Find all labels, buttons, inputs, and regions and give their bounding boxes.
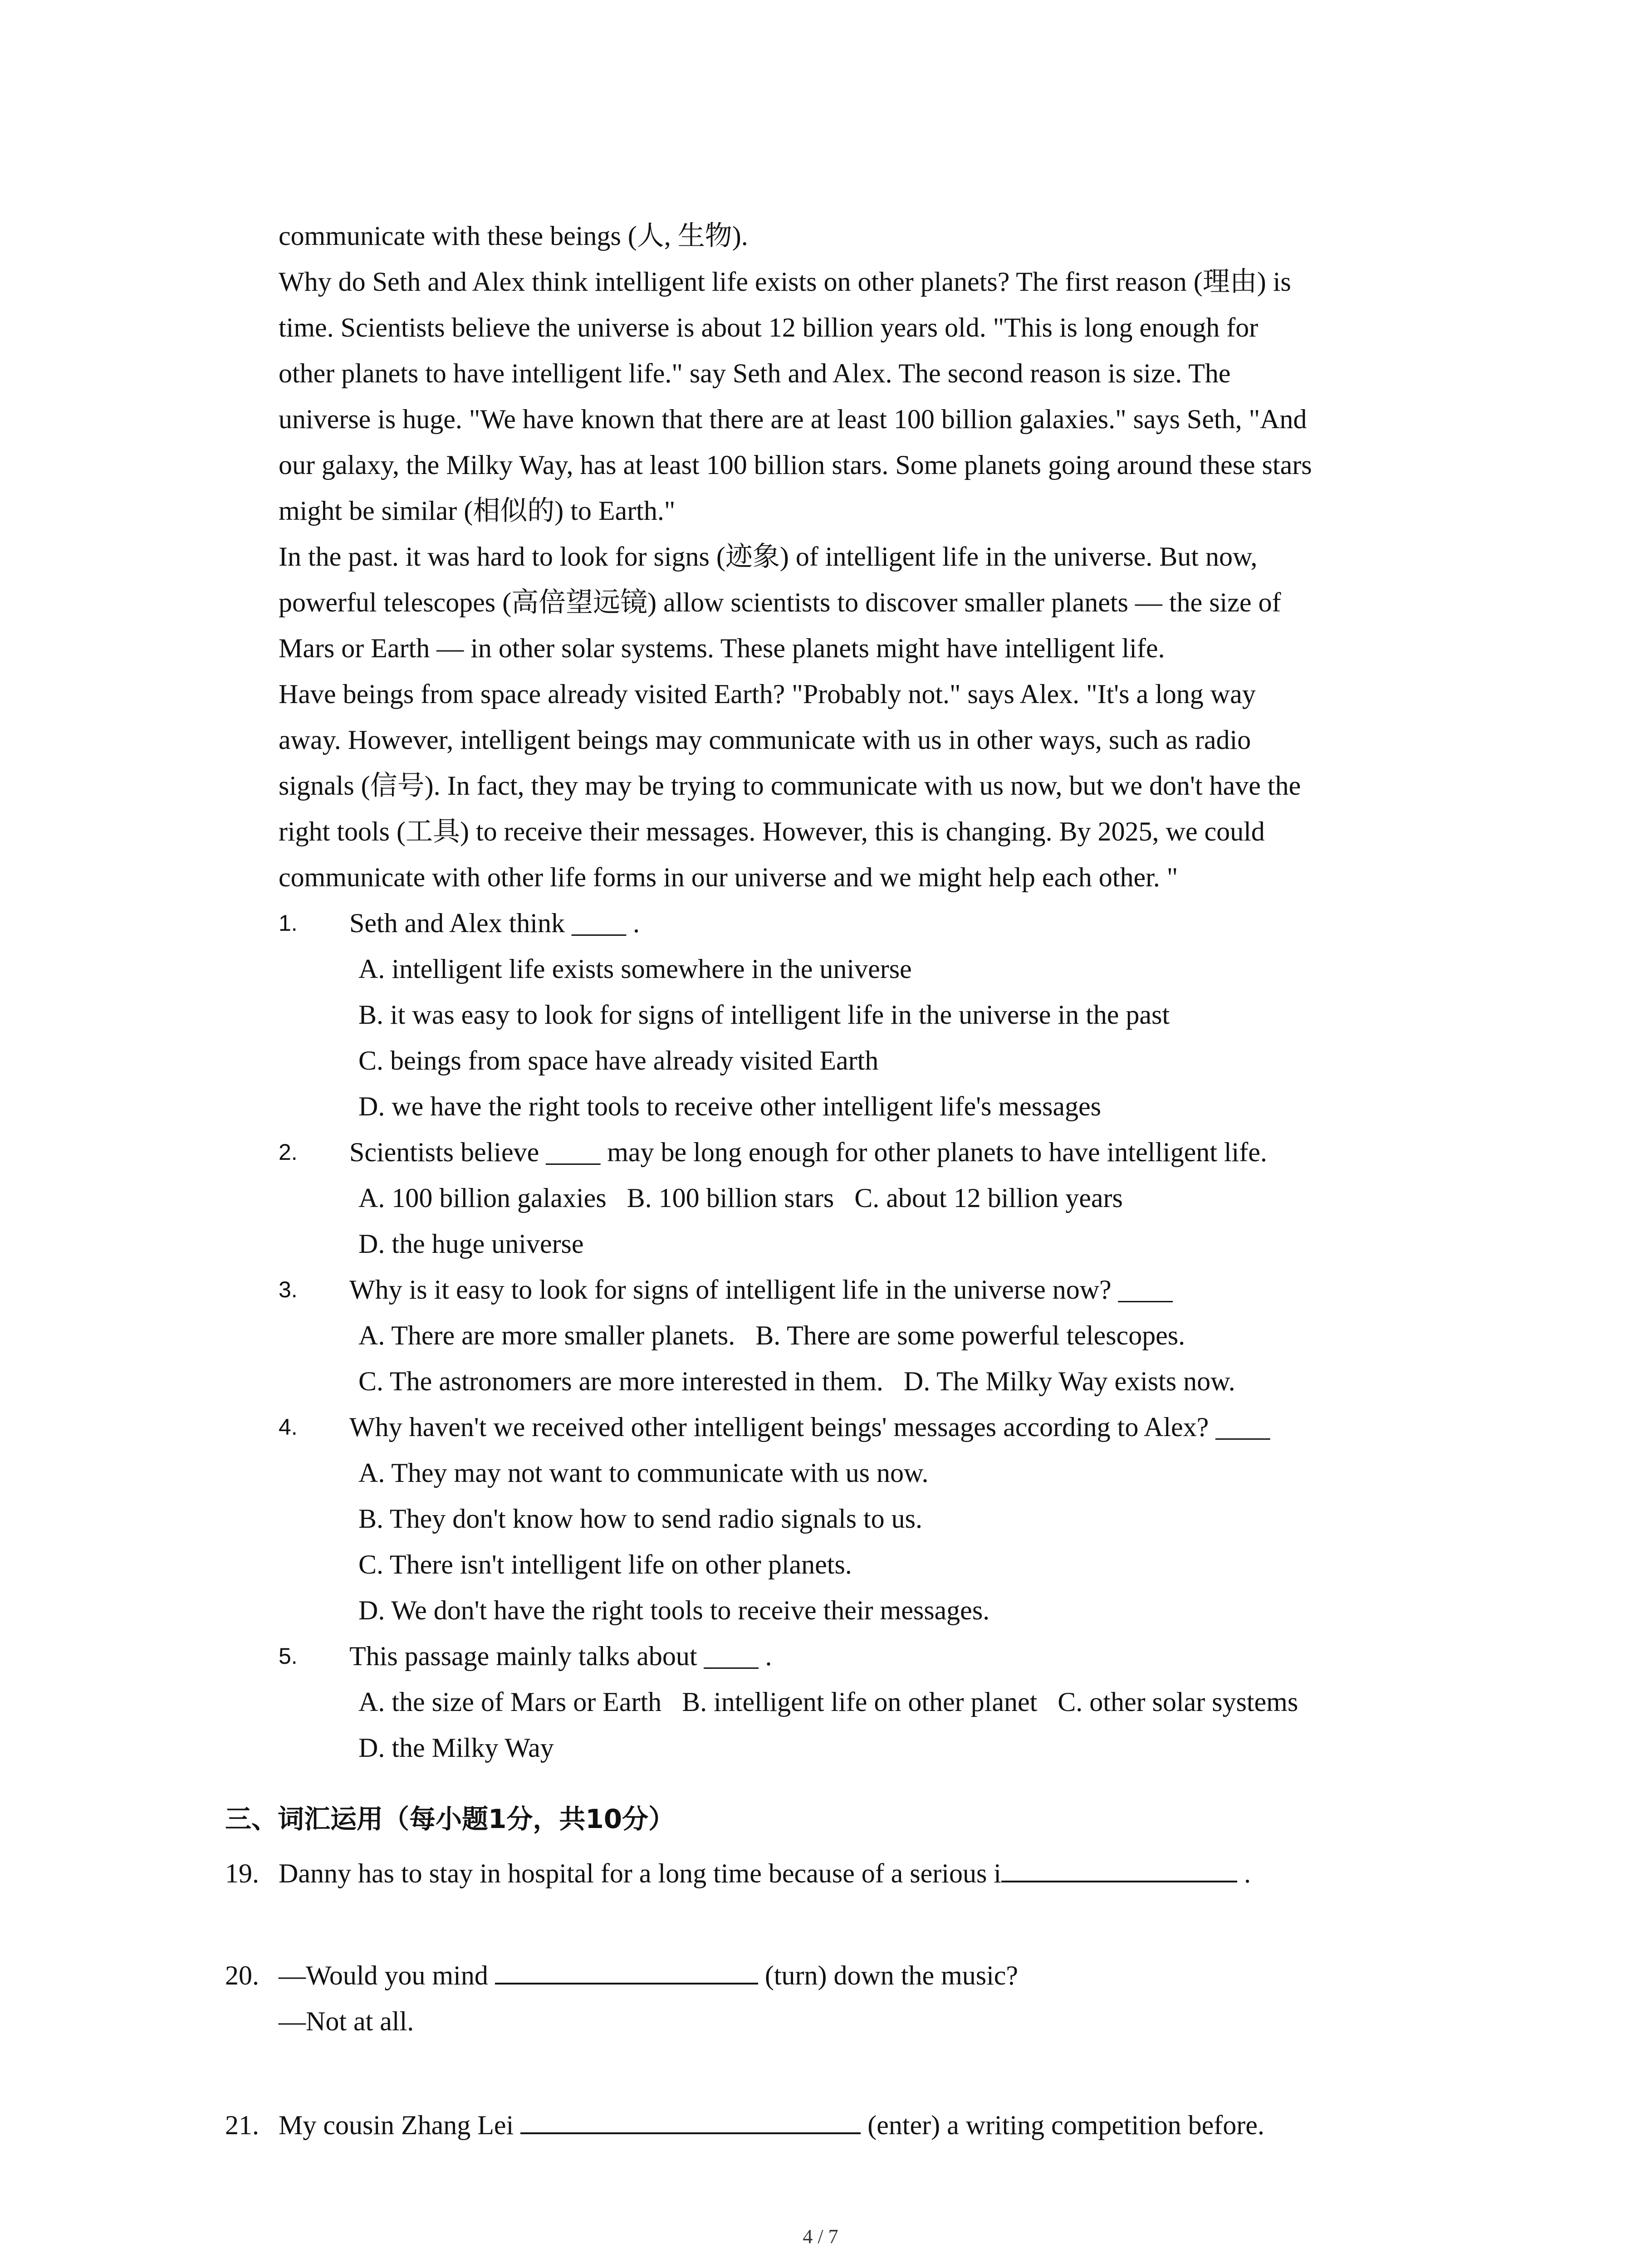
passage-line: Have beings from space already visited Earth? "Probably not." says Alex. "It's a long way bbox=[279, 679, 1256, 709]
item-text-after: . bbox=[1237, 1858, 1251, 1888]
item-text-after: (turn) down the music? bbox=[758, 1960, 1019, 1990]
question-number: 4. bbox=[279, 1414, 298, 1440]
question-stem: Seth and Alex think ____ . bbox=[349, 908, 640, 938]
answer-option: D. the huge universe bbox=[358, 1229, 584, 1259]
question-number: 1. bbox=[279, 910, 298, 936]
passage-line: Why do Seth and Alex think intelligent life exists on other planets? The first reason (理由) is bbox=[279, 267, 1291, 297]
answer-option: B. They don't know how to send radio signals to us. bbox=[358, 1504, 922, 1534]
question-number: 5. bbox=[279, 1643, 298, 1669]
answer-option: C. There isn't intelligent life on other planets. bbox=[358, 1549, 852, 1579]
passage-line: Mars or Earth — in other solar systems. These planets might have intelligent life. bbox=[279, 633, 1165, 663]
item-text bbox=[279, 2102, 1264, 2148]
passage-line: away. However, intelligent beings may communicate with us in other ways, such as radio bbox=[279, 725, 1251, 755]
item-text bbox=[279, 1953, 1018, 1999]
question-number: 2. bbox=[279, 1139, 298, 1165]
passage-line: time. Scientists believe the universe is about 12 billion years old. "This is long enough for bbox=[279, 313, 1259, 342]
answer-option: C. The astronomers are more interested in them. D. The Milky Way exists now. bbox=[358, 1366, 1235, 1396]
passage-line: other planets to have intelligent life." say Seth and Alex. The second reason is size. The bbox=[279, 358, 1231, 388]
answer-blank[interactable] bbox=[520, 2109, 861, 2134]
item-text bbox=[279, 1851, 1251, 1897]
passage-line: right tools (工具) to receive their messages. However, this is changing. By 2025, we could bbox=[279, 816, 1265, 846]
answer-option: A. the size of Mars or Earth B. intelligent life on other planet C. other solar systems bbox=[358, 1687, 1298, 1717]
answer-option: A. There are more smaller planets. B. There are some powerful telescopes. bbox=[358, 1320, 1185, 1350]
answer-option: A. They may not want to communicate with us now. bbox=[358, 1458, 929, 1488]
answer-option: D. the Milky Way bbox=[358, 1733, 554, 1763]
passage-line: communicate with these beings (人, 生物). bbox=[279, 221, 748, 251]
passage-line: our galaxy, the Milky Way, has at least 100 billion stars. Some planets going around these stars bbox=[279, 450, 1312, 480]
section-heading: 三、词汇运用（每小题1分，共10分） bbox=[225, 1804, 675, 1834]
question-number: 3. bbox=[279, 1277, 298, 1302]
question-stem: Why haven't we received other intelligent beings' messages according to Alex? ____ bbox=[349, 1412, 1270, 1442]
item-number: 21. bbox=[225, 2110, 259, 2140]
item-text-after: (enter) a writing competition before. bbox=[861, 2110, 1264, 2140]
passage-line: might be similar (相似的) to Earth." bbox=[279, 496, 676, 526]
question-stem: Scientists believe ____ may be long enough for other planets to have intelligent life. bbox=[349, 1137, 1267, 1167]
answer-option: D. We don't have the right tools to receive their messages. bbox=[358, 1595, 990, 1625]
item-text-before: Danny has to stay in hospital for a long time because of a serious i bbox=[279, 1858, 1001, 1888]
passage-line: In the past. it was hard to look for signs (迹象) of intelligent life in the universe. But now, bbox=[279, 542, 1258, 572]
passage-line: communicate with other life forms in our universe and we might help each other. " bbox=[279, 862, 1178, 892]
item-text-before: —Would you mind bbox=[279, 1960, 495, 1990]
passage-line: universe is huge. "We have known that there are at least 100 billion galaxies." says Seth, "And bbox=[279, 404, 1307, 434]
answer-option: C. beings from space have already visited Earth bbox=[358, 1046, 879, 1075]
answer-option: B. it was easy to look for signs of intelligent life in the universe in the past bbox=[358, 1000, 1170, 1030]
question-stem: Why is it easy to look for signs of intelligent life in the universe now? ____ bbox=[349, 1275, 1173, 1305]
passage-line: powerful telescopes (高倍望远镜) allow scientists to discover smaller planets — the size of bbox=[279, 587, 1281, 617]
item-number: 19. bbox=[225, 1858, 259, 1888]
item-number: 20. bbox=[225, 1960, 259, 1990]
answer-blank[interactable] bbox=[1001, 1857, 1237, 1882]
page-number: 4 / 7 bbox=[803, 2225, 838, 2248]
answer-option: A. intelligent life exists somewhere in the universe bbox=[358, 954, 912, 984]
answer-blank[interactable] bbox=[495, 1959, 758, 1984]
item-reply: —Not at all. bbox=[279, 2006, 414, 2036]
question-stem: This passage mainly talks about ____ . bbox=[349, 1641, 772, 1671]
answer-option: A. 100 billion galaxies B. 100 billion stars C. about 12 billion years bbox=[358, 1183, 1123, 1213]
item-text-before: My cousin Zhang Lei bbox=[279, 2110, 521, 2140]
passage-line: signals (信号). In fact, they may be trying to communicate with us now, but we don't have the bbox=[279, 771, 1301, 801]
answer-option: D. we have the right tools to receive other intelligent life's messages bbox=[358, 1091, 1101, 1121]
